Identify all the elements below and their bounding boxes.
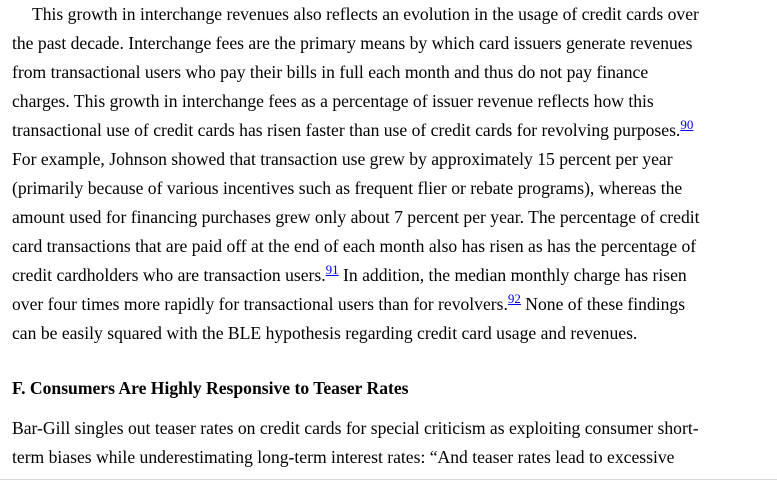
- paragraph-line: [12, 262, 687, 287]
- paragraph-line: [12, 117, 694, 142]
- paragraph-text: transactional use of credit cards has risen faster than use of credit cards for revolving purposes.: [12, 120, 681, 140]
- section-heading: F. Consumers Are Highly Responsive to Teaser Rates: [12, 378, 409, 398]
- paragraph-line: (primarily because of various incentives such as frequent flier or rebate programs), whereas the: [12, 178, 683, 198]
- paragraph-line: can be easily squared with the BLE hypothesis regarding credit card usage and revenues.: [12, 323, 638, 343]
- paragraph-line: the past decade. Interchange fees are the primary means by which card issuers generate revenues: [12, 33, 693, 53]
- paragraph-text: In addition, the median monthly charge has risen: [338, 265, 687, 285]
- paragraph-line: amount used for financing purchases grew only about 7 percent per year. The percentage of credit: [12, 207, 700, 227]
- paragraph-line: from transactional users who pay their bills in full each month and thus do not pay finance: [12, 62, 649, 82]
- footnote-link-92[interactable]: 92: [507, 291, 521, 306]
- paragraph-line: charges. This growth in interchange fees as a percentage of issuer revenue reflects how this: [12, 91, 654, 111]
- paragraph-line: [12, 291, 686, 316]
- paragraph-text: None of these findings: [520, 294, 686, 314]
- footnote-link-90[interactable]: 90: [680, 117, 694, 132]
- paragraph-line: This growth in interchange revenues also reflects an evolution in the usage of credit cards over: [32, 4, 699, 24]
- paragraph-line: term biases while underestimating long-term interest rates: “And teaser rates lead to excessive: [12, 447, 675, 467]
- footnote-link-91[interactable]: 91: [325, 262, 339, 277]
- paragraph-text: credit cardholders who are transaction users.: [12, 265, 326, 285]
- paragraph-text: over four times more rapidly for transactional users than for revolvers.: [12, 294, 508, 314]
- page-divider: [0, 479, 777, 480]
- paragraph-line: card transactions that are paid off at the end of each month also has risen as has the percentage of: [12, 236, 697, 256]
- paragraph-line: For example, Johnson showed that transaction use grew by approximately 15 percent per year: [12, 149, 673, 169]
- paragraph-line: Bar-Gill singles out teaser rates on credit cards for special criticism as exploiting consumer short-: [12, 418, 699, 438]
